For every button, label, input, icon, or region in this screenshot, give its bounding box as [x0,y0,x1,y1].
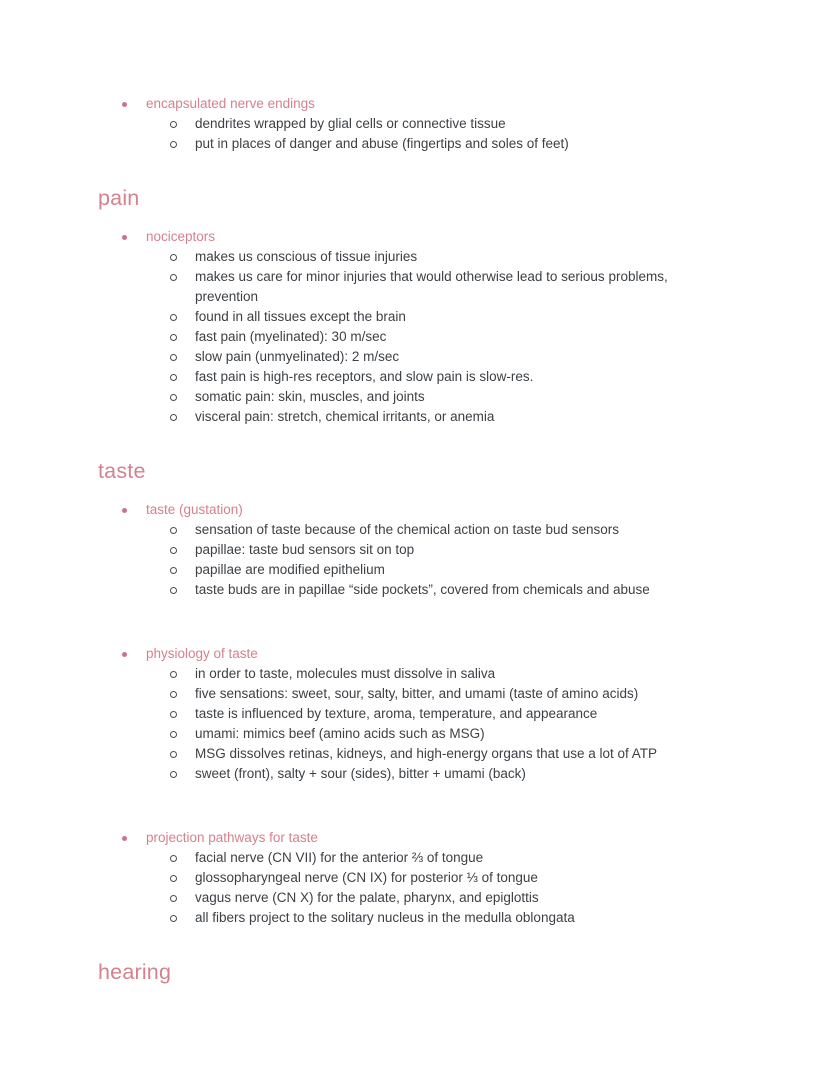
list-item-label: found in all tissues except the brain [195,309,406,324]
list-item-label: taste buds are in papillae “side pockets”, covered from chemicals and abuse [195,582,650,597]
list-item-level2 [98,560,730,580]
bullet-group-taste-gustation [98,500,730,600]
hollow-bullet-icon [170,671,177,678]
list-item-level2 [98,764,730,784]
list-item-label: makes us care for minor injuries that would otherwise lead to serious problems, prevention [195,269,668,304]
list-item-level1 [98,94,730,114]
list-item-label: visceral pain: stretch, chemical irritants, or anemia [195,409,495,424]
list-item-label: makes us conscious of tissue injuries [195,249,418,264]
list-item-level1 [98,227,730,247]
bullet-group-projection-pathways-for-taste [98,828,730,928]
list-item-label: in order to taste, molecules must dissolve in saliva [195,666,496,681]
list-item-label: papillae: taste bud sensors sit on top [195,542,415,557]
hollow-bullet-icon [170,414,177,421]
list-item-label: MSG dissolves retinas, kidneys, and high-energy organs that use a lot of ATP [195,746,657,761]
hollow-bullet-icon [170,374,177,381]
list-item-level2 [98,848,730,868]
bullet-dot-icon [122,508,127,513]
list-item-level2 [98,247,730,267]
list-item-level2 [98,664,730,684]
hollow-bullet-icon [170,274,177,281]
list-item-label: glossopharyngeal nerve (CN IX) for posterior ⅓ of tongue [195,870,538,885]
list-item-level1 [98,500,730,520]
list-item-level1 [98,644,730,664]
section-heading-hearing: hearing [98,960,172,984]
list-item-level2 [98,744,730,764]
list-item-label: all fibers project to the solitary nucleus in the medulla oblongata [195,910,575,925]
bullet-dot-icon [122,836,127,841]
bullet-group-encapsulated-nerve-endings [98,94,730,154]
hollow-bullet-icon [170,771,177,778]
list-item-label: somatic pain: skin, muscles, and joints [195,389,425,404]
hollow-bullet-icon [170,547,177,554]
list-item-label: sensation of taste because of the chemical action on taste bud sensors [195,522,620,537]
list-item-label: encapsulated nerve endings [146,96,315,111]
hollow-bullet-icon [170,711,177,718]
bullet-group-nociceptors [98,227,730,427]
hollow-bullet-icon [170,875,177,882]
list-item-label: taste is influenced by texture, aroma, temperature, and appearance [195,706,598,721]
list-item-level2 [98,868,730,888]
list-item-level2 [98,134,730,154]
list-item-level2 [98,367,730,387]
list-item-label: vagus nerve (CN X) for the palate, pharynx, and epiglottis [195,890,539,905]
list-item-label: taste (gustation) [146,502,243,517]
list-item-level2 [98,684,730,704]
list-item-level2 [98,307,730,327]
hollow-bullet-icon [170,915,177,922]
list-item-label: dendrites wrapped by glial cells or connective tissue [195,116,506,131]
hollow-bullet-icon [170,121,177,128]
section-heading-taste: taste [98,459,146,483]
list-item-level1 [98,828,730,848]
hollow-bullet-icon [170,527,177,534]
list-item-label: nociceptors [146,229,216,244]
hollow-bullet-icon [170,314,177,321]
list-item-label: fast pain is high-res receptors, and slow pain is slow-res. [195,369,534,384]
hollow-bullet-icon [170,855,177,862]
bullet-dot-icon [122,102,127,107]
list-item-label: projection pathways for taste [146,830,318,845]
hollow-bullet-icon [170,731,177,738]
hollow-bullet-icon [170,691,177,698]
list-item-label: facial nerve (CN VII) for the anterior ⅔ of tongue [195,850,484,865]
list-item-level2 [98,114,730,134]
hollow-bullet-icon [170,394,177,401]
list-item-label: slow pain (unmyelinated): 2 m/sec [195,349,400,364]
list-item-level2 [98,724,730,744]
list-item-label: fast pain (myelinated): 30 m/sec [195,329,387,344]
list-item-level2 [98,580,730,600]
list-item-level2 [98,704,730,724]
hollow-bullet-icon [170,254,177,261]
list-item-level2 [98,908,730,928]
hollow-bullet-icon [170,354,177,361]
list-item-level2 [98,888,730,908]
list-item-label: five sensations: sweet, sour, salty, bitter, and umami (taste of amino acids) [195,686,639,701]
list-item-level2 [98,327,730,347]
hollow-bullet-icon [170,895,177,902]
list-item-label: physiology of taste [146,646,258,661]
list-item-level2 [98,347,730,367]
list-item-label: papillae are modified epithelium [195,562,385,577]
list-item-level2 [98,267,730,307]
hollow-bullet-icon [170,334,177,341]
list-item-label: umami: mimics beef (amino acids such as MSG) [195,726,485,741]
bullet-dot-icon [122,235,127,240]
hollow-bullet-icon [170,141,177,148]
list-item-level2 [98,387,730,407]
hollow-bullet-icon [170,587,177,594]
list-item-level2 [98,540,730,560]
hollow-bullet-icon [170,751,177,758]
section-heading-pain: pain [98,186,140,210]
list-item-level2 [98,407,730,427]
hollow-bullet-icon [170,567,177,574]
list-item-label: sweet (front), salty + sour (sides), bitter + umami (back) [195,766,526,781]
list-item-level2 [98,520,730,540]
bullet-group-physiology-of-taste [98,644,730,784]
list-item-label: put in places of danger and abuse (fingertips and soles of feet) [195,136,569,151]
bullet-dot-icon [122,652,127,657]
